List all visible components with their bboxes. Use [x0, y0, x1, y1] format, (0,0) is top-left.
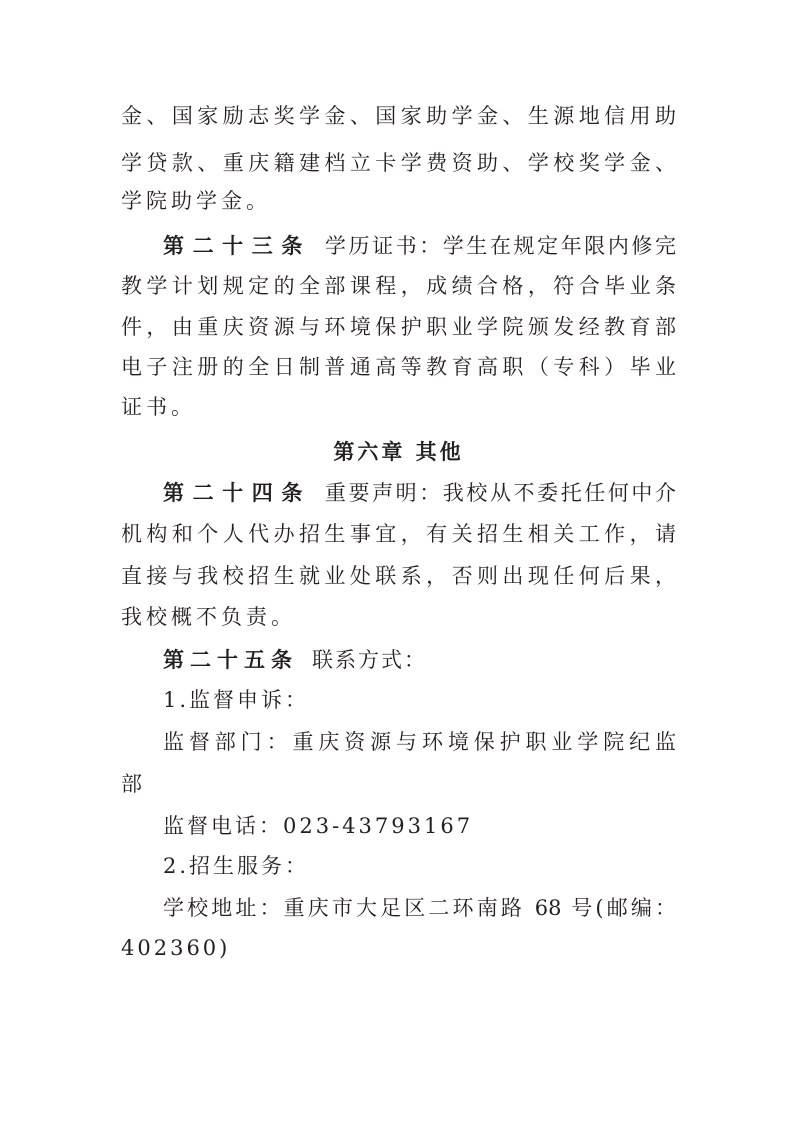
- article-25-text: 联系方式：: [312, 648, 427, 672]
- text-line: 证书。: [121, 395, 196, 419]
- text-line: 直接与我校招生就业处联系，否则出现任何后果，: [121, 564, 676, 588]
- article-23-text: 学历证书：学生在规定年限内修完: [324, 234, 677, 258]
- text-line: 机构和个人代办招生事宜，有关招生相关工作，请: [121, 522, 676, 546]
- article-24-label: 第二十四条: [163, 480, 311, 505]
- article-25-label: 第二十五条: [163, 647, 298, 672]
- article-25-first-line: [163, 640, 676, 680]
- postcode-line: 402360): [121, 936, 231, 960]
- article-23-label: 第二十三条: [163, 233, 311, 258]
- text-line: 我校概不负责。: [121, 605, 296, 629]
- text-line: 教学计划规定的全部课程，成绩合格，符合毕业条: [121, 274, 676, 298]
- item-1-title: 1.监督申诉：: [163, 688, 310, 712]
- address-line: 学校地址：重庆市大足区二环南路 68 号(邮编：: [163, 896, 676, 920]
- article-23-first-line: [163, 226, 676, 266]
- text-line: 部: [121, 772, 146, 796]
- article-24-first-line: [163, 473, 676, 513]
- text-line: 学院助学金。: [121, 189, 271, 213]
- article-24-text: 重要声明：我校从不委托任何中介: [324, 481, 677, 505]
- chapter-heading: 第六章 其他: [333, 439, 464, 464]
- text-line: 电子注册的全日制普通高等教育高职（专科）毕业: [121, 355, 676, 379]
- text-line: 金、国家励志奖学金、国家助学金、生源地信用助: [121, 104, 676, 128]
- phone-line: 监督电话：023-43793167: [163, 814, 474, 838]
- text-line: 监督部门：重庆资源与环境保护职业学院纪监: [163, 730, 676, 754]
- text-line: 件，由重庆资源与环境保护职业学院颁发经教育部: [121, 315, 676, 339]
- item-2-title: 2.招生服务：: [163, 854, 310, 878]
- text-line: 学贷款、重庆籍建档立卡学费资助、学校奖学金、: [121, 151, 676, 175]
